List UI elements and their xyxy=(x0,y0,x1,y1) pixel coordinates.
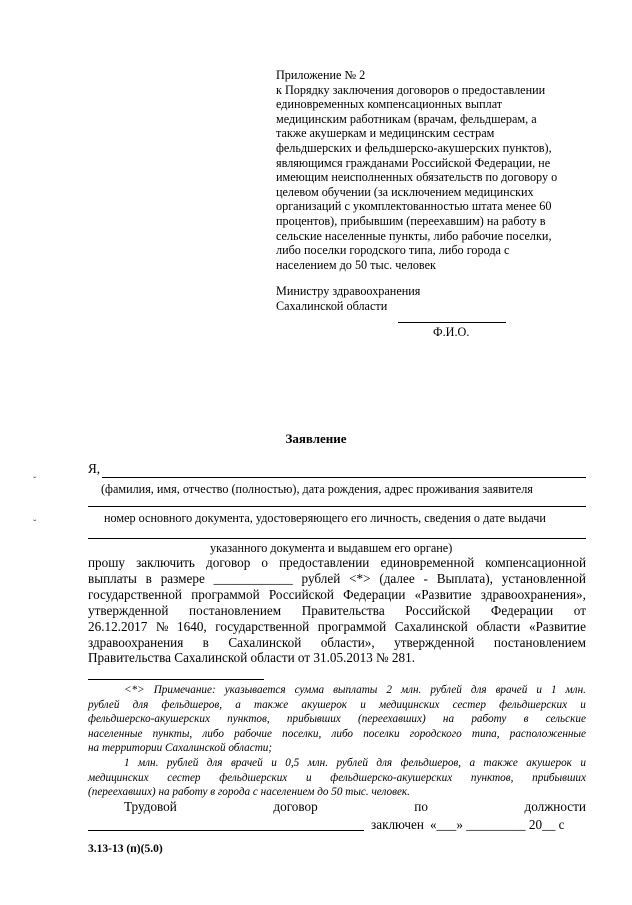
word: млн. xyxy=(400,684,422,696)
word: выплаты xyxy=(333,684,378,696)
concluded-date: «___» _________ 20__ с xyxy=(430,817,565,832)
word: указывается xyxy=(224,684,286,696)
word: поселки xyxy=(363,727,400,740)
concluded-label: заключен xyxy=(371,817,424,832)
request-paragraph xyxy=(88,555,586,666)
word: медицинских xyxy=(88,771,149,784)
word: прошу xyxy=(88,555,125,570)
request-line xyxy=(88,619,586,635)
appendix-line: являющимся гражданами Российской Федерации, не xyxy=(276,155,551,170)
word: рублей xyxy=(88,698,120,711)
contract-word: должности xyxy=(524,799,586,814)
word: договор xyxy=(206,555,251,570)
request-line xyxy=(88,571,586,587)
request-line xyxy=(88,587,586,603)
word: рублей xyxy=(301,570,341,586)
word: на xyxy=(442,713,455,726)
word: прибывших xyxy=(532,771,586,784)
word: рублей xyxy=(430,684,462,696)
word: пунктов, xyxy=(470,771,514,784)
word: здравоохранения», xyxy=(480,586,586,602)
word: и xyxy=(580,698,586,711)
word: - xyxy=(423,570,428,586)
margin-mark-2: ˇ xyxy=(33,519,37,530)
word: для xyxy=(132,698,149,711)
contract-word: по xyxy=(414,799,428,814)
word: в xyxy=(145,570,152,586)
appendix-line: фельдшерских и фельдшерско-акушерских пунктов), xyxy=(276,140,552,155)
appendix-line: целевом обучении (за исключением медицинских xyxy=(276,184,534,199)
word: либо xyxy=(202,727,224,740)
word: постановлением xyxy=(189,602,282,618)
word: акушерок xyxy=(526,756,572,769)
note-line xyxy=(88,683,586,698)
word: сельские xyxy=(545,713,586,726)
word: пункты, xyxy=(152,727,193,740)
word: ____________ xyxy=(213,570,293,586)
word: Федерации xyxy=(343,586,406,602)
word: расположенные xyxy=(509,727,586,740)
word: фельдшерско-акушерских xyxy=(330,771,453,784)
word: фельдшеров, xyxy=(400,756,462,769)
word: Сахалинской xyxy=(228,634,302,650)
word: компенсационной xyxy=(485,555,586,570)
word: в xyxy=(202,634,209,650)
note-line xyxy=(88,712,586,727)
footnote xyxy=(88,683,586,800)
appendix-line: процентов), прибывшим (переехавшим) на работу в xyxy=(276,213,546,228)
word: Примечание: xyxy=(153,684,216,696)
appendix-line: организаций с укомплектованностью штата менее 60 xyxy=(276,199,552,214)
applicant-caption-1: (фамилия, имя, отчество (полностью), дата рождения, адрес проживания заявителя xyxy=(101,482,533,496)
word: от xyxy=(573,602,586,618)
word: Российской xyxy=(268,586,334,602)
word: «Развитие xyxy=(528,618,586,634)
word: выплаты xyxy=(88,570,137,586)
word: сестер xyxy=(452,698,486,711)
word: либо xyxy=(331,727,354,740)
footnote-separator xyxy=(88,679,264,680)
document-line xyxy=(88,506,586,507)
appendix-line: также акушеркам и медицинским сестрам xyxy=(276,126,495,141)
word: 2 xyxy=(386,684,392,696)
applicant-caption-2: номер основного документа, удостоверяющего его личность, сведения о дате выдачи xyxy=(104,511,546,525)
word: медицинских xyxy=(378,698,440,711)
word: государственной xyxy=(88,586,182,602)
word: 1 xyxy=(124,756,130,769)
word: акушерок xyxy=(301,698,348,711)
word: сестер xyxy=(167,771,201,784)
word: поселки, xyxy=(282,727,322,740)
word: для xyxy=(206,756,223,769)
contract-word: договор xyxy=(273,799,318,814)
appendix-line: либо поселки городского типа, либо города с xyxy=(276,243,510,258)
word: здравоохранения xyxy=(88,634,184,650)
word: для xyxy=(376,756,393,769)
word: в xyxy=(523,713,529,726)
applicant-caption-3: указанного документа и выдавшем его органе) xyxy=(210,541,453,555)
word: размере xyxy=(160,570,205,586)
note-line-5: на территории Сахалинской области; xyxy=(88,742,273,755)
word: утвержденной xyxy=(88,602,169,618)
note-line xyxy=(88,698,586,713)
word: 26.12.2017 xyxy=(88,618,148,634)
word: <*> xyxy=(124,684,145,696)
word: млн. xyxy=(565,684,586,696)
applicant-prefix: Я, xyxy=(88,461,101,476)
word: единовременной xyxy=(380,555,475,570)
addressee-line-2: Сахалинской области xyxy=(276,298,388,313)
word: установленной xyxy=(501,570,586,586)
addressee-line-1: Министру здравоохранения xyxy=(276,284,421,298)
word: и xyxy=(536,684,542,696)
word: и xyxy=(580,756,586,769)
word: Сахалинской xyxy=(394,618,468,634)
contract-word: Трудовой xyxy=(124,799,177,814)
word: <*> xyxy=(349,570,371,586)
word: рабочие xyxy=(234,727,272,740)
word: предоставлении xyxy=(279,555,370,570)
applicant-name-line xyxy=(102,477,586,478)
appendix-line: к Порядку заключения договоров о предоставлении xyxy=(276,82,546,97)
word: Правительства xyxy=(301,602,385,618)
note-line xyxy=(88,771,586,786)
word: Российской xyxy=(405,602,471,618)
word: № xyxy=(155,618,169,634)
appendix-line: единовременных компенсационных выплат xyxy=(276,97,503,112)
position-line xyxy=(88,830,364,831)
word: также xyxy=(253,698,289,711)
note-line xyxy=(88,756,586,771)
word: а xyxy=(469,756,476,769)
signature-line xyxy=(398,322,506,323)
document-title: Заявление xyxy=(285,431,347,446)
appendix-line: сельские населенные пункты, либо рабочие поселки, xyxy=(276,228,552,243)
note-line xyxy=(88,727,586,742)
appendix-line: имеющим неисполненных обязательств по договору о xyxy=(276,170,558,185)
appendix-line: медицинским работникам (врачам, фельдшерам, а xyxy=(276,111,537,126)
word: типа, xyxy=(471,727,500,740)
word: программой xyxy=(317,618,387,634)
word: также xyxy=(483,756,518,769)
fio-label: Ф.И.О. xyxy=(433,325,470,339)
word: прибывших xyxy=(286,713,341,726)
word: фельдшерских xyxy=(499,698,568,711)
word: сумма xyxy=(294,684,325,696)
word: Выплата), xyxy=(436,570,493,586)
request-line xyxy=(88,635,586,651)
word: рублей xyxy=(166,756,199,769)
word: постановлением xyxy=(493,634,586,650)
word: (далее xyxy=(379,570,415,586)
note-line-last: (переехавших) на работу в города с населением до 50 тыс. человек. xyxy=(88,786,410,799)
word: заключить xyxy=(136,555,195,570)
word: млн. xyxy=(138,756,159,769)
contract-words-row xyxy=(88,799,586,815)
word: и xyxy=(271,756,277,769)
appendix-line: населением до 50 тыс. человек xyxy=(276,257,436,272)
word: населенные xyxy=(88,727,143,740)
word: 0,5 xyxy=(285,756,300,769)
word: врачей xyxy=(230,756,263,769)
word: 1640, xyxy=(177,618,207,634)
word: и xyxy=(360,698,366,711)
word: (переехавших) xyxy=(358,713,426,726)
word: фельдшерско-акушерских xyxy=(88,713,210,726)
word: 1 xyxy=(550,684,557,696)
word: и xyxy=(305,771,312,784)
issue-line xyxy=(88,538,586,539)
word: «Развитие xyxy=(414,586,472,602)
request-line xyxy=(88,603,586,619)
appendix-header xyxy=(276,68,557,272)
word: пунктов, xyxy=(227,713,270,726)
word: области», xyxy=(320,634,375,650)
word: фельдшеров, xyxy=(161,698,223,711)
word: о xyxy=(261,555,269,570)
word: государственной xyxy=(215,618,310,634)
addressee-block xyxy=(276,284,420,313)
word: врачей xyxy=(495,684,528,696)
word: фельдшерских xyxy=(219,771,288,784)
word: области xyxy=(476,618,521,634)
word: Федерации xyxy=(490,602,554,618)
word: для xyxy=(470,684,487,696)
word: а xyxy=(235,698,241,711)
appendix-line: Приложение № 2 xyxy=(276,68,366,82)
word: млн. xyxy=(307,756,329,769)
word: утвержденной xyxy=(394,634,475,650)
word: работу xyxy=(471,713,507,726)
word: программой xyxy=(191,586,260,602)
request-line xyxy=(88,555,586,571)
word: городского xyxy=(409,727,462,740)
request-line-last: Правительства Сахалинской области от 31.05.2013 № 281. xyxy=(88,650,416,666)
word: рублей xyxy=(336,756,368,769)
form-code: 3.13-13 (п)(5.0) xyxy=(88,843,163,855)
margin-mark-1: ˇ xyxy=(33,476,37,487)
